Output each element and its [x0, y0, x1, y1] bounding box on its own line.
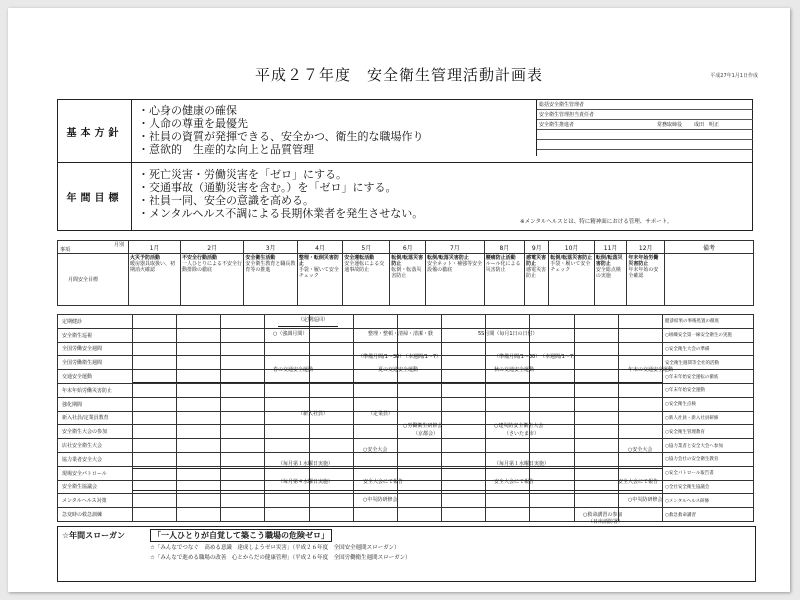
- month-cell: [442, 452, 486, 466]
- month-cell: [618, 383, 662, 397]
- month-cell: [133, 356, 177, 370]
- month-cell: [265, 397, 309, 411]
- month-theme: 転倒/転落災害防止: [427, 255, 469, 261]
- month-cell: [574, 397, 618, 411]
- month-cell: [221, 411, 265, 425]
- table-row: [58, 383, 754, 397]
- month-goal: [343, 254, 390, 306]
- event-label: （本週間/1〜7）: [540, 354, 579, 360]
- month-cell: [265, 508, 309, 522]
- remarks-cell: ○安全衛生管理教育: [663, 425, 754, 439]
- month-cell: [530, 508, 574, 522]
- month-cell: [397, 480, 441, 494]
- month-cell: [442, 342, 486, 356]
- month-cell: [177, 508, 221, 522]
- event-label: 安全大会にて報告: [618, 479, 659, 485]
- table-row: [58, 315, 754, 329]
- month-header: 7月: [426, 241, 485, 254]
- month-goal: [627, 254, 665, 306]
- month-cell: [177, 494, 221, 508]
- event-label: （準備月間/1〜30）: [358, 354, 405, 360]
- event-label: （定期巡回）: [298, 317, 329, 323]
- month-cell: [397, 383, 441, 397]
- policy-item: ・ 社員の資質が発揮できる、安全かつ、衛生的な職場作り: [138, 130, 424, 143]
- month-cell: [442, 439, 486, 453]
- month-cell: [397, 397, 441, 411]
- remarks-cell: ○メンタルヘルス研修: [663, 494, 754, 508]
- divider: [58, 162, 752, 163]
- event-label: 春の交通安全運動: [273, 367, 314, 373]
- month-cell: [133, 383, 177, 397]
- month-header: 10月: [549, 241, 594, 254]
- month-cell: [442, 383, 486, 397]
- remarks-cell: 安全衛生週間等全社的活動: [663, 356, 754, 370]
- creation-date: 平成27年1月1日作成: [710, 73, 758, 79]
- month-cell: [353, 397, 397, 411]
- month-cell: [309, 328, 353, 342]
- month-cell: [221, 397, 265, 411]
- month-goal: [549, 254, 594, 306]
- month-cell: [530, 494, 574, 508]
- month-header-row: [58, 241, 754, 254]
- event-label: （新人社員）: [298, 411, 329, 417]
- event-label: ○中災防研修会: [363, 497, 398, 503]
- month-cell: [177, 342, 221, 356]
- row-label: 協力業者安全大会: [58, 452, 133, 466]
- table-row: [58, 452, 754, 466]
- remarks-cell: ○協力会社の安全衛生教育: [663, 452, 754, 466]
- month-cell: [442, 411, 486, 425]
- document-page: [8, 8, 790, 592]
- month-theme: 整理・転倒災害防止: [298, 255, 339, 267]
- month-goal-text: 感電災害防止: [526, 267, 547, 279]
- slogan-block: [57, 526, 756, 582]
- goals-list: [138, 168, 423, 220]
- month-cell: [177, 480, 221, 494]
- month-theme: 転倒/転落災害防止: [595, 255, 623, 267]
- month-cell: [177, 315, 221, 329]
- month-cell: [133, 508, 177, 522]
- month-cell: [221, 383, 265, 397]
- month-cell: [574, 411, 618, 425]
- row-label: 年末年始労働災害防止: [58, 383, 133, 397]
- month-goal-text: 安全運転による交通事故防止: [344, 261, 385, 273]
- event-label: （準備月間/1〜30）: [494, 354, 541, 360]
- month-cell: [618, 397, 662, 411]
- month-cell: [133, 452, 177, 466]
- mental-health-note: ※メンタルヘルスとは、特に精神面における管理、サポート。: [520, 219, 673, 225]
- corner-item: 事項: [60, 247, 71, 253]
- month-theme: 不安全行動活動: [182, 255, 218, 261]
- row-label: メンタルヘルス対策: [58, 494, 133, 508]
- month-cell: [486, 383, 530, 397]
- month-cell: [530, 397, 574, 411]
- month-cell: [530, 439, 574, 453]
- row-label: 交通安全運動: [58, 370, 133, 384]
- slogan-label: ☆年間スローガン: [62, 531, 126, 540]
- event-label: （毎月第１水曜日実施）: [494, 461, 550, 467]
- month-cell: [574, 425, 618, 439]
- month-theme: 転倒/転落災害防止: [550, 255, 593, 261]
- month-cell: [309, 342, 353, 356]
- event-label: 安全大会にて報告: [363, 479, 404, 485]
- row-label: 店社安全衛生大会: [58, 439, 133, 453]
- month-theme: 年末年始労働災害防止: [628, 255, 659, 267]
- month-cell: [530, 480, 574, 494]
- month-goal-row: [58, 254, 754, 306]
- month-goal: [594, 254, 627, 306]
- month-cell: [353, 452, 397, 466]
- month-cell: [442, 480, 486, 494]
- policy-item: ・ 人命の尊重を最優先: [138, 117, 424, 130]
- month-cell: [353, 383, 397, 397]
- month-cell: [133, 315, 177, 329]
- month-goal: [525, 254, 549, 306]
- month-cell: [221, 328, 265, 342]
- month-cell: [265, 425, 309, 439]
- remarks-header: 備考: [665, 241, 754, 254]
- row-label: 全国労働衛生週間: [58, 356, 133, 370]
- month-goal: [426, 254, 485, 306]
- period-arrow: [133, 490, 663, 491]
- staff-table: [536, 100, 753, 156]
- month-cell: [177, 425, 221, 439]
- month-cell: [309, 494, 353, 508]
- row-label: 安全衛生協議会: [58, 480, 133, 494]
- month-cell: [309, 439, 353, 453]
- goals-label: 年間目標: [58, 163, 132, 230]
- remarks-cell: 健診結果の事後処置の徹底: [663, 315, 754, 329]
- month-cell: [265, 439, 309, 453]
- month-cell: [221, 315, 265, 329]
- month-cell: [486, 315, 530, 329]
- remarks-cell: ○年末年始安全運転の徹底: [663, 370, 754, 384]
- month-goal-text: 暖房器具取扱い、初期消火確認: [130, 261, 176, 273]
- period-arrow: [133, 382, 663, 383]
- month-goal: [181, 254, 244, 306]
- month-cell: [574, 480, 618, 494]
- remarks-cell: ○組織安全第一線安全衛生の実施: [663, 328, 754, 342]
- event-label: 秋の交通安全運動: [494, 367, 535, 373]
- row-label: 安全衛生大会の参加: [58, 425, 133, 439]
- slogan-sub: ☆「みんなで進める職場の改善 心とからだの健康管理」（平成２６年度 全国労働衛生週間スローガン）: [150, 555, 411, 561]
- month-cell: [442, 397, 486, 411]
- staff-title: 常務取締役: [657, 122, 683, 128]
- month-cell: [265, 494, 309, 508]
- month-theme: 安全運転活動: [344, 255, 375, 261]
- month-cell: [133, 439, 177, 453]
- month-cell: [221, 494, 265, 508]
- month-cell: [574, 452, 618, 466]
- month-cell: [177, 452, 221, 466]
- month-cell: [618, 452, 662, 466]
- goal-item: ・ 交通事故（通勤災害を含む。）を「ゼロ」にする。: [138, 181, 423, 194]
- event-label: （定業員）: [368, 411, 394, 417]
- month-cell: [618, 508, 662, 522]
- event-label: （日出消防署）: [588, 519, 624, 525]
- table-row: [58, 508, 754, 522]
- month-cell: [486, 439, 530, 453]
- goal-item: ・ メンタルヘルス不調による長期休業者を発生させない。: [138, 207, 423, 220]
- policy-item: ・ 心身の健康の確保: [138, 104, 424, 117]
- month-header: 9月: [525, 241, 549, 254]
- table-row: [58, 397, 754, 411]
- monthly-goal-table: [57, 240, 754, 306]
- month-cell: [177, 397, 221, 411]
- month-header: 3月: [244, 241, 298, 254]
- event-label: （さいたま市）: [504, 431, 540, 437]
- goal-row-label: 月間安全目標: [58, 254, 129, 306]
- month-cell: [486, 397, 530, 411]
- row-label: 強化期間: [58, 397, 133, 411]
- month-cell: [486, 494, 530, 508]
- row-label: 現場安全パトロール: [58, 466, 133, 480]
- month-cell: [574, 383, 618, 397]
- remarks-cell: [665, 254, 754, 306]
- month-cell: [574, 494, 618, 508]
- row-label: 定期健診: [58, 315, 133, 329]
- month-header: 5月: [343, 241, 390, 254]
- month-cell: [442, 494, 486, 508]
- month-cell: [574, 315, 618, 329]
- month-header: 2月: [181, 241, 244, 254]
- staff-row: [537, 120, 753, 130]
- month-cell: [221, 439, 265, 453]
- month-cell: [618, 342, 662, 356]
- month-theme: 火災予防活動: [130, 255, 161, 261]
- month-cell: [133, 480, 177, 494]
- event-label: 安全大会にて報告: [494, 479, 535, 485]
- event-label: ○建災防安全衛生大会: [494, 423, 544, 429]
- month-cell: [574, 356, 618, 370]
- month-cell: [221, 356, 265, 370]
- staff-row: [537, 140, 753, 150]
- event-label: ○安全大会: [628, 447, 653, 453]
- month-goal: [244, 254, 298, 306]
- remarks-cell: ○新人社員・新入社員研修: [663, 411, 754, 425]
- corner-cell: [58, 241, 129, 254]
- month-goal-text: 安全ネット・補強等安全設備の徹底: [427, 261, 483, 273]
- period-arrow: [278, 326, 338, 327]
- row-label: 急変時の救急訓練: [58, 508, 133, 522]
- month-cell: [353, 508, 397, 522]
- month-goal-text: ルール化による災害防止: [485, 261, 521, 273]
- month-goal-text: 安全衛生教育と職長教育等の推進: [245, 261, 296, 273]
- month-cell: [397, 315, 441, 329]
- month-cell: [221, 480, 265, 494]
- month-goal-text: 一人ひとりによる不安全行動排除の徹底: [182, 261, 243, 273]
- event-label: ○労働衛生研修会: [403, 423, 443, 429]
- month-cell: [574, 342, 618, 356]
- remarks-cell: ○協力業者と安全大会へ参加: [663, 439, 754, 453]
- month-cell: [442, 315, 486, 329]
- month-cell: [133, 328, 177, 342]
- month-cell: [221, 342, 265, 356]
- staff-row: [537, 100, 753, 110]
- month-goal-text: 手袋・履いて安全チェック: [550, 261, 591, 273]
- month-header: 8月: [484, 241, 524, 254]
- slogan-main: 「一人ひとりが自覚して築こう職場の危険ゼロ」: [150, 529, 332, 542]
- event-label: （本週間/1〜7）: [403, 354, 442, 360]
- remarks-cell: ○全社安全衛生協議会: [663, 480, 754, 494]
- month-cell: [618, 315, 662, 329]
- slogan-sub: ☆「みんなでつなぐ 高める意識 達成しようゼロ災害」（平成２６年度 全国安全週間スローガン）: [150, 545, 400, 551]
- month-header: 1月: [129, 241, 181, 254]
- month-cell: [309, 397, 353, 411]
- event-label: 年末の交通安全運動: [628, 367, 674, 373]
- month-cell: [309, 383, 353, 397]
- remarks-cell: ○安全衛生大会の準備: [663, 342, 754, 356]
- policy-list: [138, 104, 424, 156]
- event-label: 夏の交通安全運動: [378, 367, 419, 373]
- month-cell: [133, 397, 177, 411]
- month-theme: 腰痛防止活動: [485, 255, 516, 261]
- month-cell: [397, 494, 441, 508]
- month-goal-text: 年末年始の安全確認: [628, 267, 659, 279]
- month-cell: [309, 508, 353, 522]
- event-label: ○救命講習の参加: [583, 512, 623, 518]
- month-cell: [442, 425, 486, 439]
- month-goal: [390, 254, 426, 306]
- row-label: 新入社員/定業員教育: [58, 411, 133, 425]
- month-header: 12月: [627, 241, 665, 254]
- month-cell: [265, 342, 309, 356]
- month-cell: [397, 452, 441, 466]
- staff-role: 総括安全衛生管理者: [539, 102, 585, 108]
- month-cell: [618, 328, 662, 342]
- month-cell: [265, 383, 309, 397]
- month-theme: 感電災害防止: [526, 255, 547, 267]
- month-cell: [574, 328, 618, 342]
- staff-role: 安全衛生推進者: [539, 122, 575, 128]
- month-cell: [442, 356, 486, 370]
- month-header: 4月: [297, 241, 342, 254]
- month-cell: [309, 425, 353, 439]
- month-cell: [221, 508, 265, 522]
- month-goal-text: 安全総点検の実施: [595, 267, 621, 279]
- month-cell: [486, 508, 530, 522]
- month-cell: [309, 356, 353, 370]
- month-cell: [397, 508, 441, 522]
- month-cell: [221, 452, 265, 466]
- goal-item: ・ 社員一同、安全の意識を高める。: [138, 194, 423, 207]
- month-cell: [397, 439, 441, 453]
- row-label: 安全衛生巡視: [58, 328, 133, 342]
- month-cell: [221, 425, 265, 439]
- month-cell: [133, 411, 177, 425]
- month-cell: [618, 425, 662, 439]
- staff-row: [537, 110, 753, 120]
- month-goal: [129, 254, 181, 306]
- month-cell: [530, 383, 574, 397]
- policy-goals-block: [57, 99, 753, 231]
- policy-item: ・ 意欲的 生産的な向上と品質管理: [138, 143, 424, 156]
- event-label: 整理・整頓・清掃・清潔・躾: [368, 331, 434, 337]
- remarks-cell: ○安全衛生点検: [663, 397, 754, 411]
- month-cell: [177, 439, 221, 453]
- month-cell: [574, 439, 618, 453]
- month-theme: 転倒/転落災害防止: [391, 255, 424, 267]
- event-label: （京都会）: [413, 431, 439, 437]
- month-cell: [177, 411, 221, 425]
- row-label: 全国労働安全週間: [58, 342, 133, 356]
- month-cell: [618, 411, 662, 425]
- goal-item: ・ 死亡災害・労働災害を「ゼロ」にする。: [138, 168, 423, 181]
- remarks-cell: ○年末年始安全運動: [663, 383, 754, 397]
- staff-role: 安全衛生管理担当責任者: [539, 112, 595, 118]
- event-label: ○中災防研修会: [628, 497, 663, 503]
- event-label: （毎月第１水曜日実施）: [278, 461, 334, 467]
- staff-name: 成田 明正: [694, 122, 720, 128]
- month-cell: [133, 342, 177, 356]
- corner-month: 月別: [113, 242, 124, 248]
- month-goal: [484, 254, 524, 306]
- remarks-cell: ○救急救命講習: [663, 508, 754, 522]
- month-cell: [353, 315, 397, 329]
- page-title: 平成２７年度 安全衛生管理活動計画表: [254, 66, 543, 84]
- month-goal-text: 転倒・転落災害防止: [391, 267, 422, 279]
- event-label: ○（強調月間）: [273, 331, 308, 337]
- month-cell: [353, 425, 397, 439]
- month-cell: [177, 356, 221, 370]
- event-label: ○安全大会: [363, 447, 388, 453]
- event-label: 5S月間（毎月1日の日付）: [478, 331, 538, 337]
- month-header: 11月: [594, 241, 627, 254]
- policy-label: 基本方針: [58, 100, 132, 162]
- month-cell: [177, 383, 221, 397]
- month-theme: 安全衛生活動: [245, 255, 276, 261]
- month-cell: [177, 328, 221, 342]
- month-cell: [530, 315, 574, 329]
- month-cell: [133, 494, 177, 508]
- event-label: （毎月第４水曜日実施）: [278, 479, 334, 485]
- month-goal-text: 手袋・履いて安全チェック: [298, 267, 339, 279]
- staff-row: [537, 130, 753, 140]
- period-arrow: [133, 468, 663, 469]
- month-goal: [297, 254, 342, 306]
- month-header: 6月: [390, 241, 426, 254]
- month-cell: [133, 425, 177, 439]
- remarks-cell: ○安全パトロール報告書: [663, 466, 754, 480]
- month-cell: [442, 508, 486, 522]
